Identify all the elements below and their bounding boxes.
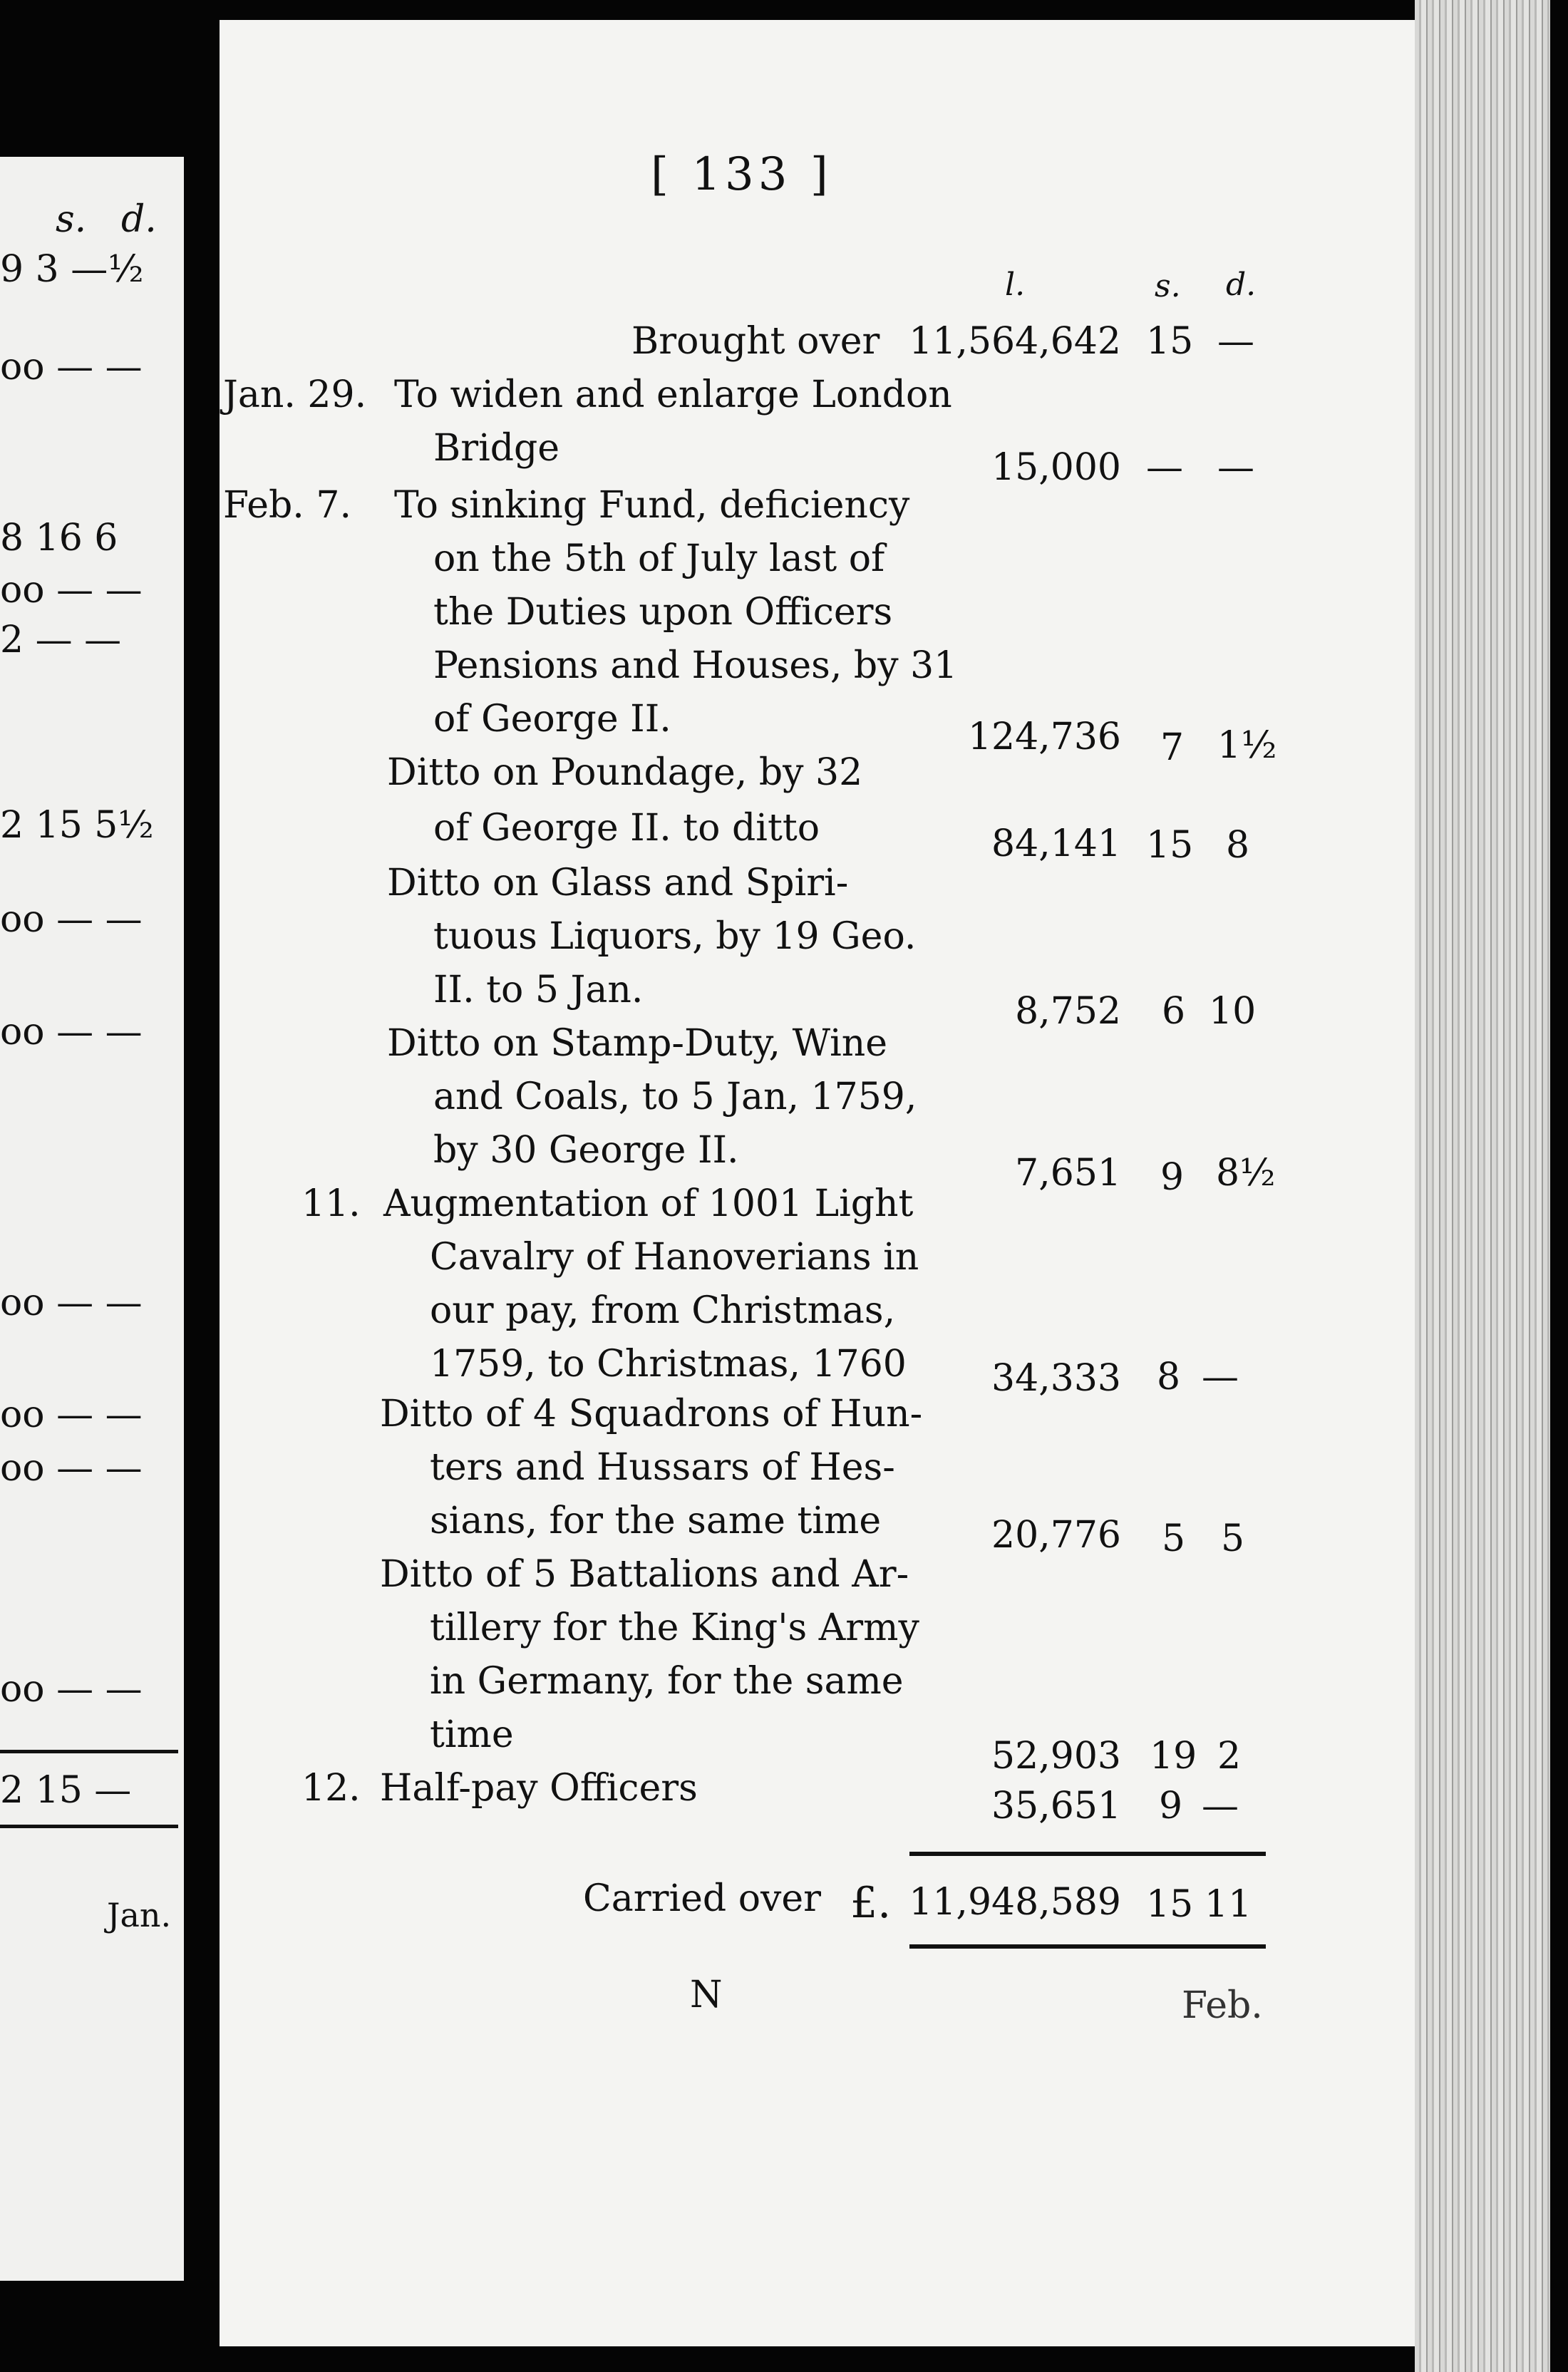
carried-over-label: Carried over [583,1877,822,1920]
entry-text-line: Bridge [433,427,560,470]
left-fragment: oo — — [0,1282,143,1324]
left-fragment: 2 — — [0,619,122,661]
left-total-rule [0,1825,178,1828]
entry-pounds: 34,333 [991,1357,1121,1400]
signature-mark: N [690,1974,723,2016]
entry-pounds: 124,736 [967,716,1121,758]
left-header-s: s. [56,198,87,241]
carried-over-pounds: 11,948,589 [909,1881,1121,1924]
entry-text-line: Pensions and Houses, by 31 [433,644,958,687]
left-fragment: 2 15 5½ [0,804,154,847]
entry-text-line: Half-pay Officers [380,1767,698,1810]
left-fragment: 9 3 —½ [0,248,144,291]
brought-over-label: Brought over [631,320,880,363]
catchword: Feb. [1182,1984,1263,2027]
entry-pounds: 7,651 [1015,1152,1121,1195]
background-shadow [1550,0,1568,2372]
entry-pence: — [1202,1785,1239,1827]
entry-text-line: on the 5th of July last of [433,537,885,580]
entry-shillings: 9 [1160,1156,1185,1199]
entry-text-line: time [430,1713,514,1756]
entry-text-line: Ditto of 4 Squadrons of Hun- [380,1393,923,1435]
left-fragment: oo — — [0,1011,143,1053]
entry-text-line: Augmentation of 1001 Light [383,1182,914,1225]
entry-shillings: 15 [1146,824,1194,867]
entry-text-line: tuous Liquors, by 19 Geo. [433,915,917,958]
entry-text-line: ters and Hussars of Hes- [430,1446,895,1489]
left-fragment: oo — — [0,1668,143,1711]
total-rule-top [909,1852,1266,1856]
entry-text-line: Ditto on Glass and Spiri- [387,862,849,904]
entry-text-line: To sinking Fund, deficiency [394,484,910,527]
entry-text-line: II. to 5 Jan. [433,969,644,1011]
entry-text-line: 1759, to Christmas, 1760 [430,1343,907,1386]
page-number: [ 133 ] [651,148,832,201]
entry-shillings: 19 [1150,1735,1197,1778]
entry-text-line: by 30 George II. [433,1129,739,1172]
entry-text-line: Ditto on Stamp-Duty, Wine [387,1022,887,1065]
entry-shillings: 9 [1159,1785,1183,1827]
left-fragment: oo — — [0,898,143,941]
entry-text-line: our pay, from Christmas, [430,1289,896,1332]
brought-over-shillings: 15 [1146,320,1194,363]
entry-text-line: in Germany, for the same [430,1660,904,1703]
entry-pence: 8 [1226,824,1250,867]
entry-pounds: 84,141 [991,823,1121,865]
brought-over-pence: — [1217,320,1254,363]
entry-pence: — [1217,446,1254,489]
carried-over-pence: 11 [1205,1883,1252,1926]
entry-pounds: 52,903 [991,1735,1121,1778]
entry-text-line: sians, for the same time [430,1500,882,1542]
entry-shillings: 6 [1162,990,1186,1033]
entry-pounds: 8,752 [1015,990,1121,1033]
entry-shillings: 7 [1160,726,1185,769]
entry-text-line: the Duties upon Officers [433,591,893,634]
entry-shillings: 8 [1157,1356,1181,1398]
entry-date: 11. [301,1182,361,1225]
entry-date: 12. [301,1767,361,1810]
entry-shillings: 5 [1162,1517,1186,1560]
column-header-pence: d. [1226,267,1257,303]
entry-pence: 2 [1217,1735,1242,1778]
left-fragment: oo — — [0,1393,143,1436]
entry-text-line: To widen and enlarge London [394,373,952,416]
left-fragment: 2 15 — [0,1769,132,1812]
currency-symbol: £. [850,1878,892,1928]
left-fragment: oo — — [0,569,143,612]
entry-text-line: of George II. to ditto [433,807,820,850]
entry-pence: 10 [1209,990,1257,1033]
entry-text-line: tillery for the King's Army [430,1607,919,1649]
entry-pence: — [1202,1356,1239,1398]
entry-text-line: Ditto of 5 Battalions and Ar- [380,1553,909,1596]
entry-text-line: of George II. [433,698,671,741]
entry-pence: 8½ [1216,1152,1276,1195]
entry-pence: 1½ [1217,724,1277,767]
book-page [220,20,1456,2346]
left-fragment: oo — — [0,1447,143,1490]
entry-shillings: — [1146,446,1183,489]
left-total-rule [0,1750,178,1753]
column-header-shillings: s. [1155,268,1181,304]
entry-pounds: 15,000 [991,446,1121,489]
brought-over-pounds: 11,564,642 [909,320,1121,363]
left-facing-page [0,157,184,2281]
left-catchword: Jan. [107,1896,172,1934]
entry-text-line: and Coals, to 5 Jan, 1759, [433,1076,917,1118]
book-fore-edge [1415,0,1550,2372]
left-fragment: 8 16 6 [0,517,118,560]
left-header-d: d. [121,198,157,241]
entry-text-line: Ditto on Poundage, by 32 [387,751,863,794]
entry-text-line: Cavalry of Hanoverians in [430,1236,919,1279]
entry-pence: 5 [1221,1517,1245,1560]
carried-over-shillings: 15 [1146,1883,1194,1926]
entry-date: Jan. 29. [223,373,367,416]
column-header-pounds: l. [1005,267,1026,303]
entry-pounds: 20,776 [991,1514,1121,1557]
total-rule-bottom [909,1944,1266,1949]
entry-pounds: 35,651 [991,1785,1121,1827]
entry-date: Feb. 7. [223,484,351,527]
left-fragment: oo — — [0,346,143,388]
